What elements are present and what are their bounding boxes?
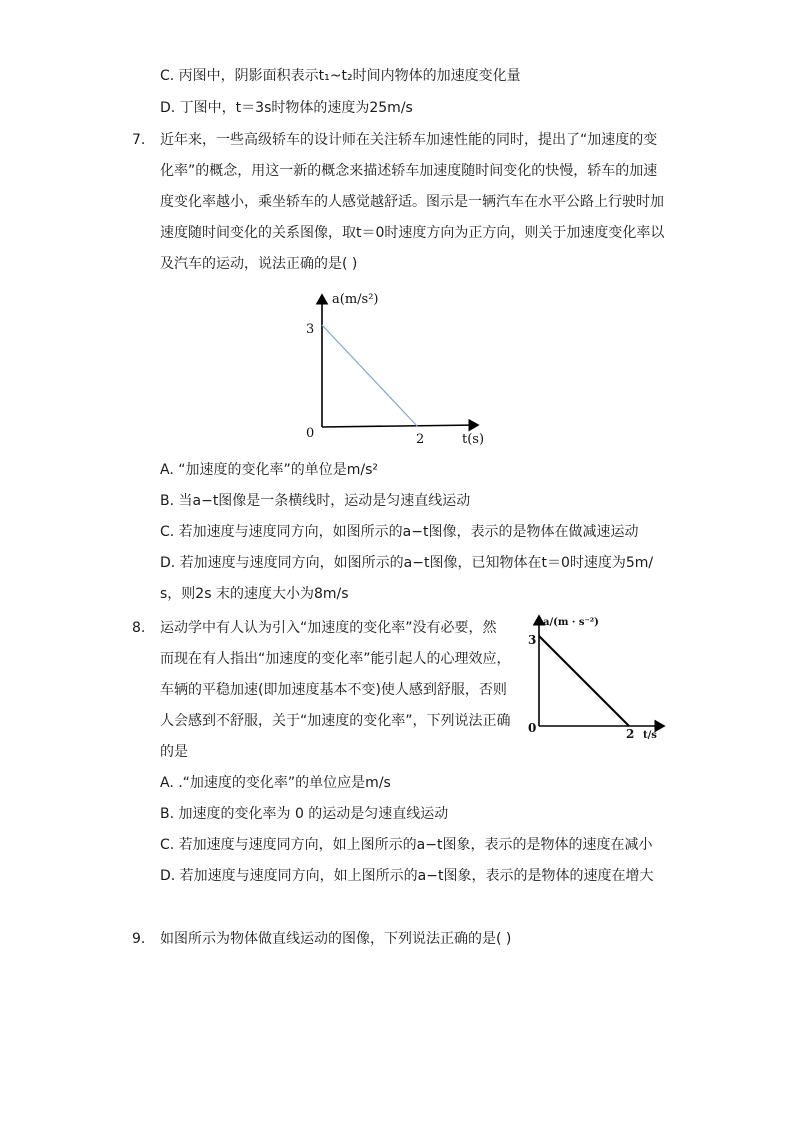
q8-acceleration-graph <box>522 612 672 742</box>
data-line <box>539 636 629 726</box>
q7-number: 7. <box>132 132 146 148</box>
q8-option-b: B. 加速度的变化率为 0 的运动是匀速直线运动 <box>160 806 449 822</box>
q6-option-d: D. 丁图中，t＝3s时物体的速度为25m/s <box>160 100 413 116</box>
x-axis <box>322 425 478 427</box>
q7-option-d-line-2: s，则2s 末的速度大小为8m/s <box>160 586 349 602</box>
q8-stem-line-2: 而现在有人指出“加速度的变化率”能引起人的心理效应， <box>160 651 511 667</box>
x-axis-label: t/s <box>643 730 657 741</box>
q7-stem-line-3: 度变化率越小，乘坐轿车的人感觉越舒适。图示是一辆汽车在水平公路上行驶时加 <box>160 194 664 210</box>
data-line <box>322 325 418 427</box>
q7-stem-line-1: 近年来，一些高级轿车的设计师在关注轿车加速性能的同时，提出了“加速度的变 <box>160 132 658 148</box>
q8-option-c: C. 若加速度与速度同方向，如上图所示的a−t图象，表示的是物体的速度在减小 <box>160 837 653 853</box>
y-tick-label: 3 <box>528 633 537 647</box>
y-tick-label: 3 <box>306 322 315 337</box>
x-tick-label: 2 <box>626 727 635 741</box>
q8-stem-line-3: 车辆的平稳加速(即加速度基本不变)使人感到舒服，否则 <box>160 682 507 698</box>
q7-stem-line-5: 及汽车的运动，说法正确的是( ) <box>160 256 358 272</box>
q7-stem-line-4: 速度随时间变化的关系图像，取t＝0时速度方向为正方向，则关于加速度变化率以 <box>160 225 665 241</box>
q7-stem-line-2: 化率”的概念，用这一新的概念来描述轿车加速度随时间变化的快慢，轿车的加速 <box>160 163 658 179</box>
origin-label: 0 <box>528 721 537 735</box>
q7-option-a: A. “加速度的变化率”的单位是m/s² <box>160 462 378 478</box>
q8-stem-line-1: 运动学中有人认为引入“加速度的变化率”没有必要，然 <box>160 620 497 636</box>
q8-number: 8. <box>132 620 146 636</box>
origin-label: 0 <box>306 426 315 441</box>
q8-option-d: D. 若加速度与速度同方向，如上图所示的a−t图象，表示的是物体的速度在增大 <box>160 868 654 884</box>
x-tick-label: 2 <box>416 432 425 447</box>
y-axis-label: a/(m · s⁻²) <box>543 617 599 628</box>
q6-option-c: C. 丙图中，阴影面积表示t₁~t₂时间内物体的加速度变化量 <box>160 68 521 84</box>
y-axis-label: a(m/s²) <box>332 292 379 307</box>
q9-stem: 如图所示为物体做直线运动的图像，下列说法正确的是( ) <box>160 931 512 947</box>
x-axis-label: t(s) <box>462 432 485 447</box>
q7-option-d-line-1: D. 若加速度与速度同方向，如图所示的a−t图像，已知物体在t＝0时速度为5m/ <box>160 555 654 571</box>
q8-stem-line-5: 的是 <box>160 744 188 760</box>
q7-option-c: C. 若加速度与速度同方向，如图所示的a−t图像，表示的是物体在做减速运动 <box>160 524 639 540</box>
q7-option-b: B. 当a−t图像是一条横线时，运动是匀速直线运动 <box>160 493 471 509</box>
q9-number: 9. <box>132 931 146 947</box>
q8-option-a: A. .“加速度的变化率”的单位应是m/s <box>160 775 391 791</box>
q8-stem-line-4: 人会感到不舒服，关于“加速度的变化率”，下列说法正确 <box>160 713 511 729</box>
q7-acceleration-graph <box>290 285 500 455</box>
